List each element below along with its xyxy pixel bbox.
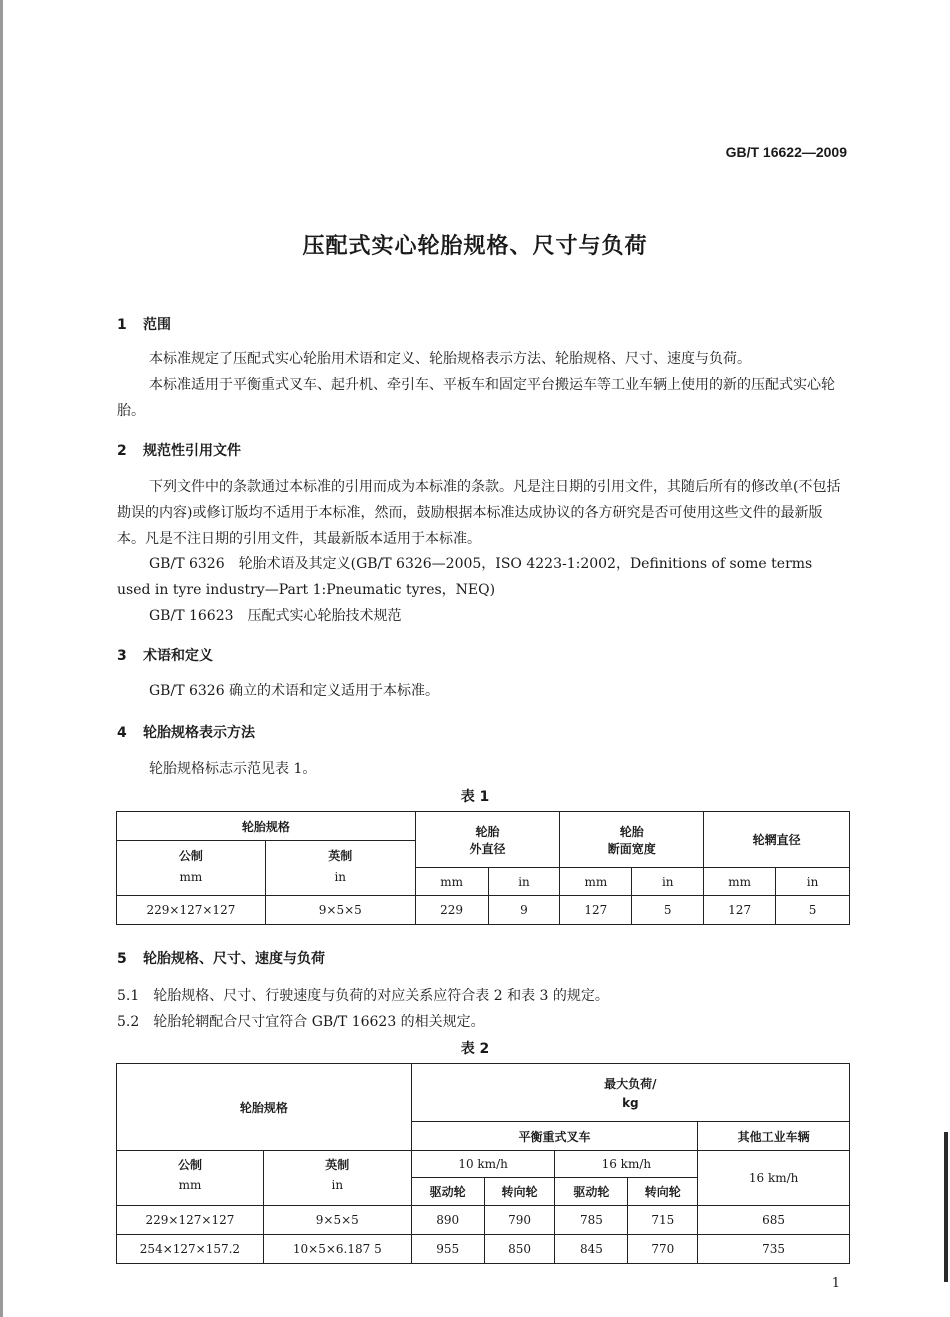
table-row — [117, 1235, 850, 1264]
t1-imperial-label: 英制 — [328, 849, 353, 863]
t2-header-drive-wheel: 驱动轮 — [555, 1178, 628, 1206]
section-1-heading — [117, 314, 171, 334]
t2-header-max-load — [411, 1064, 849, 1122]
t2-header-spec: 轮胎规格 — [117, 1064, 412, 1151]
table-cell: 5 — [776, 896, 850, 925]
t1-header-od-line2: 外直径 — [469, 841, 506, 856]
t1-unit-mm: mm — [560, 868, 632, 896]
table-cell: 229×127×127 — [117, 1206, 264, 1235]
standard-code: GB/T 16622—2009 — [725, 144, 847, 160]
t1-header-sw-line1: 轮胎 — [619, 824, 644, 839]
table-1-caption: 表 1 — [460, 789, 490, 805]
t2-header-steer-wheel: 转向轮 — [628, 1178, 698, 1206]
table-cell: 790 — [484, 1206, 555, 1235]
section-4-heading — [117, 722, 255, 742]
table-cell: 10×5×6.187 5 — [263, 1235, 411, 1264]
section-5-heading — [117, 948, 325, 968]
section-number: 4 — [117, 725, 127, 741]
table-cell: 845 — [555, 1235, 628, 1264]
section-3-paragraph-1: GB/T 6326 确立的术语和定义适用于本标准。 — [149, 683, 440, 699]
t2-imperial-unit: in — [331, 1178, 344, 1192]
t1-metric-label: 公制 — [178, 849, 203, 863]
section-title: 规范性引用文件 — [143, 443, 241, 459]
table-cell: 9×5×5 — [263, 1206, 411, 1235]
t1-unit-mm: mm — [704, 868, 776, 896]
table-cell: 127 — [704, 896, 776, 925]
section-number: 3 — [117, 648, 127, 664]
scan-edge-mark — [944, 1132, 948, 1282]
page-number: 1 — [831, 1276, 840, 1291]
table-cell: 254×127×157.2 — [117, 1235, 264, 1264]
t1-header-rim-diameter: 轮辋直径 — [704, 812, 850, 868]
section-3-heading — [117, 645, 213, 665]
table-cell: 890 — [411, 1206, 484, 1235]
table-cell: 229×127×127 — [117, 896, 266, 925]
t2-max-load-unit: kg — [622, 1096, 639, 1110]
table-2 — [116, 1063, 850, 1264]
table-cell: 5 — [632, 896, 704, 925]
t1-header-outer-diameter — [415, 812, 560, 868]
t2-header-steer-wheel: 转向轮 — [484, 1178, 555, 1206]
section-1-paragraph-2: 本标准适用于平衡重式叉车、起升机、牵引车、平板车和固定平台搬运车等工业车辆上使用的新的压配式实心轮胎。 — [117, 377, 835, 419]
table-2-caption: 表 2 — [460, 1041, 490, 1057]
t1-header-metric — [117, 841, 266, 896]
t1-header-section-width — [560, 812, 704, 868]
section-number: 5 — [117, 951, 127, 967]
t2-header-counterbalanced-forklift: 平衡重式叉车 — [411, 1122, 698, 1151]
section-2-paragraph-1: 下列文件中的条款通过本标准的引用而成为本标准的条款。凡是注日期的引用文件，其随后所有的修改单(不包括勘误的内容)或修订版均不适用于本标准，然而，鼓励根据本标准达成协议的各方研究是否可使用这些文件的最新版本。凡是不注日期的引用文件，其最新版本适用于本标准。 — [117, 479, 841, 547]
scan-edge-line — [0, 0, 3, 1317]
table-row — [117, 896, 850, 925]
table-row — [117, 1206, 850, 1235]
table-cell: 770 — [628, 1235, 698, 1264]
t1-unit-in: in — [632, 868, 704, 896]
t2-header-other-vehicles: 其他工业车辆 — [698, 1122, 850, 1151]
t1-unit-in: in — [488, 868, 560, 896]
table-cell: 9×5×5 — [265, 896, 415, 925]
table-cell: 127 — [560, 896, 632, 925]
section-title: 范围 — [143, 317, 171, 333]
t1-unit-mm: mm — [415, 868, 488, 896]
t2-imperial-label: 英制 — [325, 1158, 350, 1172]
t2-header-10kmh: 10 km/h — [411, 1151, 555, 1178]
table-cell: 9 — [488, 896, 560, 925]
t2-metric-label: 公制 — [177, 1158, 202, 1172]
table-cell: 715 — [628, 1206, 698, 1235]
t2-header-metric — [117, 1151, 264, 1206]
t2-metric-unit: mm — [178, 1178, 202, 1192]
table-cell: 785 — [555, 1206, 628, 1235]
t2-header-imperial — [263, 1151, 411, 1206]
section-2-heading — [117, 440, 241, 460]
t1-header-imperial — [265, 841, 415, 896]
t2-max-load-line1: 最大负荷/ — [604, 1077, 657, 1091]
section-number: 2 — [117, 443, 127, 459]
reference-gbt16623: GB/T 16623 压配式实心轮胎技术规范 — [149, 608, 402, 624]
reference-gbt6326: GB/T 6326 轮胎术语及其定义(GB/T 6326—2005，ISO 4223-1:2002，Definitions of some terms used in tyre industry—Part 1:Pneumatic tyres，NEQ) — [117, 556, 813, 598]
t1-header-spec: 轮胎规格 — [117, 812, 416, 841]
section-4-paragraph-1: 轮胎规格标志示范见表 1。 — [149, 761, 317, 777]
t2-header-drive-wheel: 驱动轮 — [411, 1178, 484, 1206]
table-cell: 229 — [415, 896, 488, 925]
clause-5-1: 5.1 轮胎规格、尺寸、行驶速度与负荷的对应关系应符合表 2 和表 3 的规定。 — [117, 988, 609, 1004]
t1-imperial-unit: in — [334, 870, 347, 884]
t1-unit-in: in — [776, 868, 850, 896]
table-cell: 850 — [484, 1235, 555, 1264]
table-cell: 955 — [411, 1235, 484, 1264]
table-cell: 685 — [698, 1206, 850, 1235]
section-number: 1 — [117, 317, 127, 333]
t2-header-16kmh: 16 km/h — [555, 1151, 698, 1178]
t1-metric-unit: mm — [179, 870, 203, 884]
section-title: 术语和定义 — [143, 648, 213, 664]
page-title: 压配式实心轮胎规格、尺寸与负荷 — [302, 234, 648, 259]
t1-header-sw-line2: 断面宽度 — [607, 841, 656, 856]
section-title: 轮胎规格、尺寸、速度与负荷 — [143, 951, 325, 967]
table-cell: 735 — [698, 1235, 850, 1264]
section-title: 轮胎规格表示方法 — [143, 725, 255, 741]
section-1-paragraph-1: 本标准规定了压配式实心轮胎用术语和定义、轮胎规格表示方法、轮胎规格、尺寸、速度与负荷。 — [149, 351, 751, 367]
t1-header-od-line1: 轮胎 — [475, 824, 500, 839]
clause-5-2: 5.2 轮胎轮辋配合尺寸宜符合 GB/T 16623 的相关规定。 — [117, 1014, 485, 1030]
t2-header-other-16kmh: 16 km/h — [698, 1151, 850, 1206]
table-1 — [116, 811, 850, 925]
